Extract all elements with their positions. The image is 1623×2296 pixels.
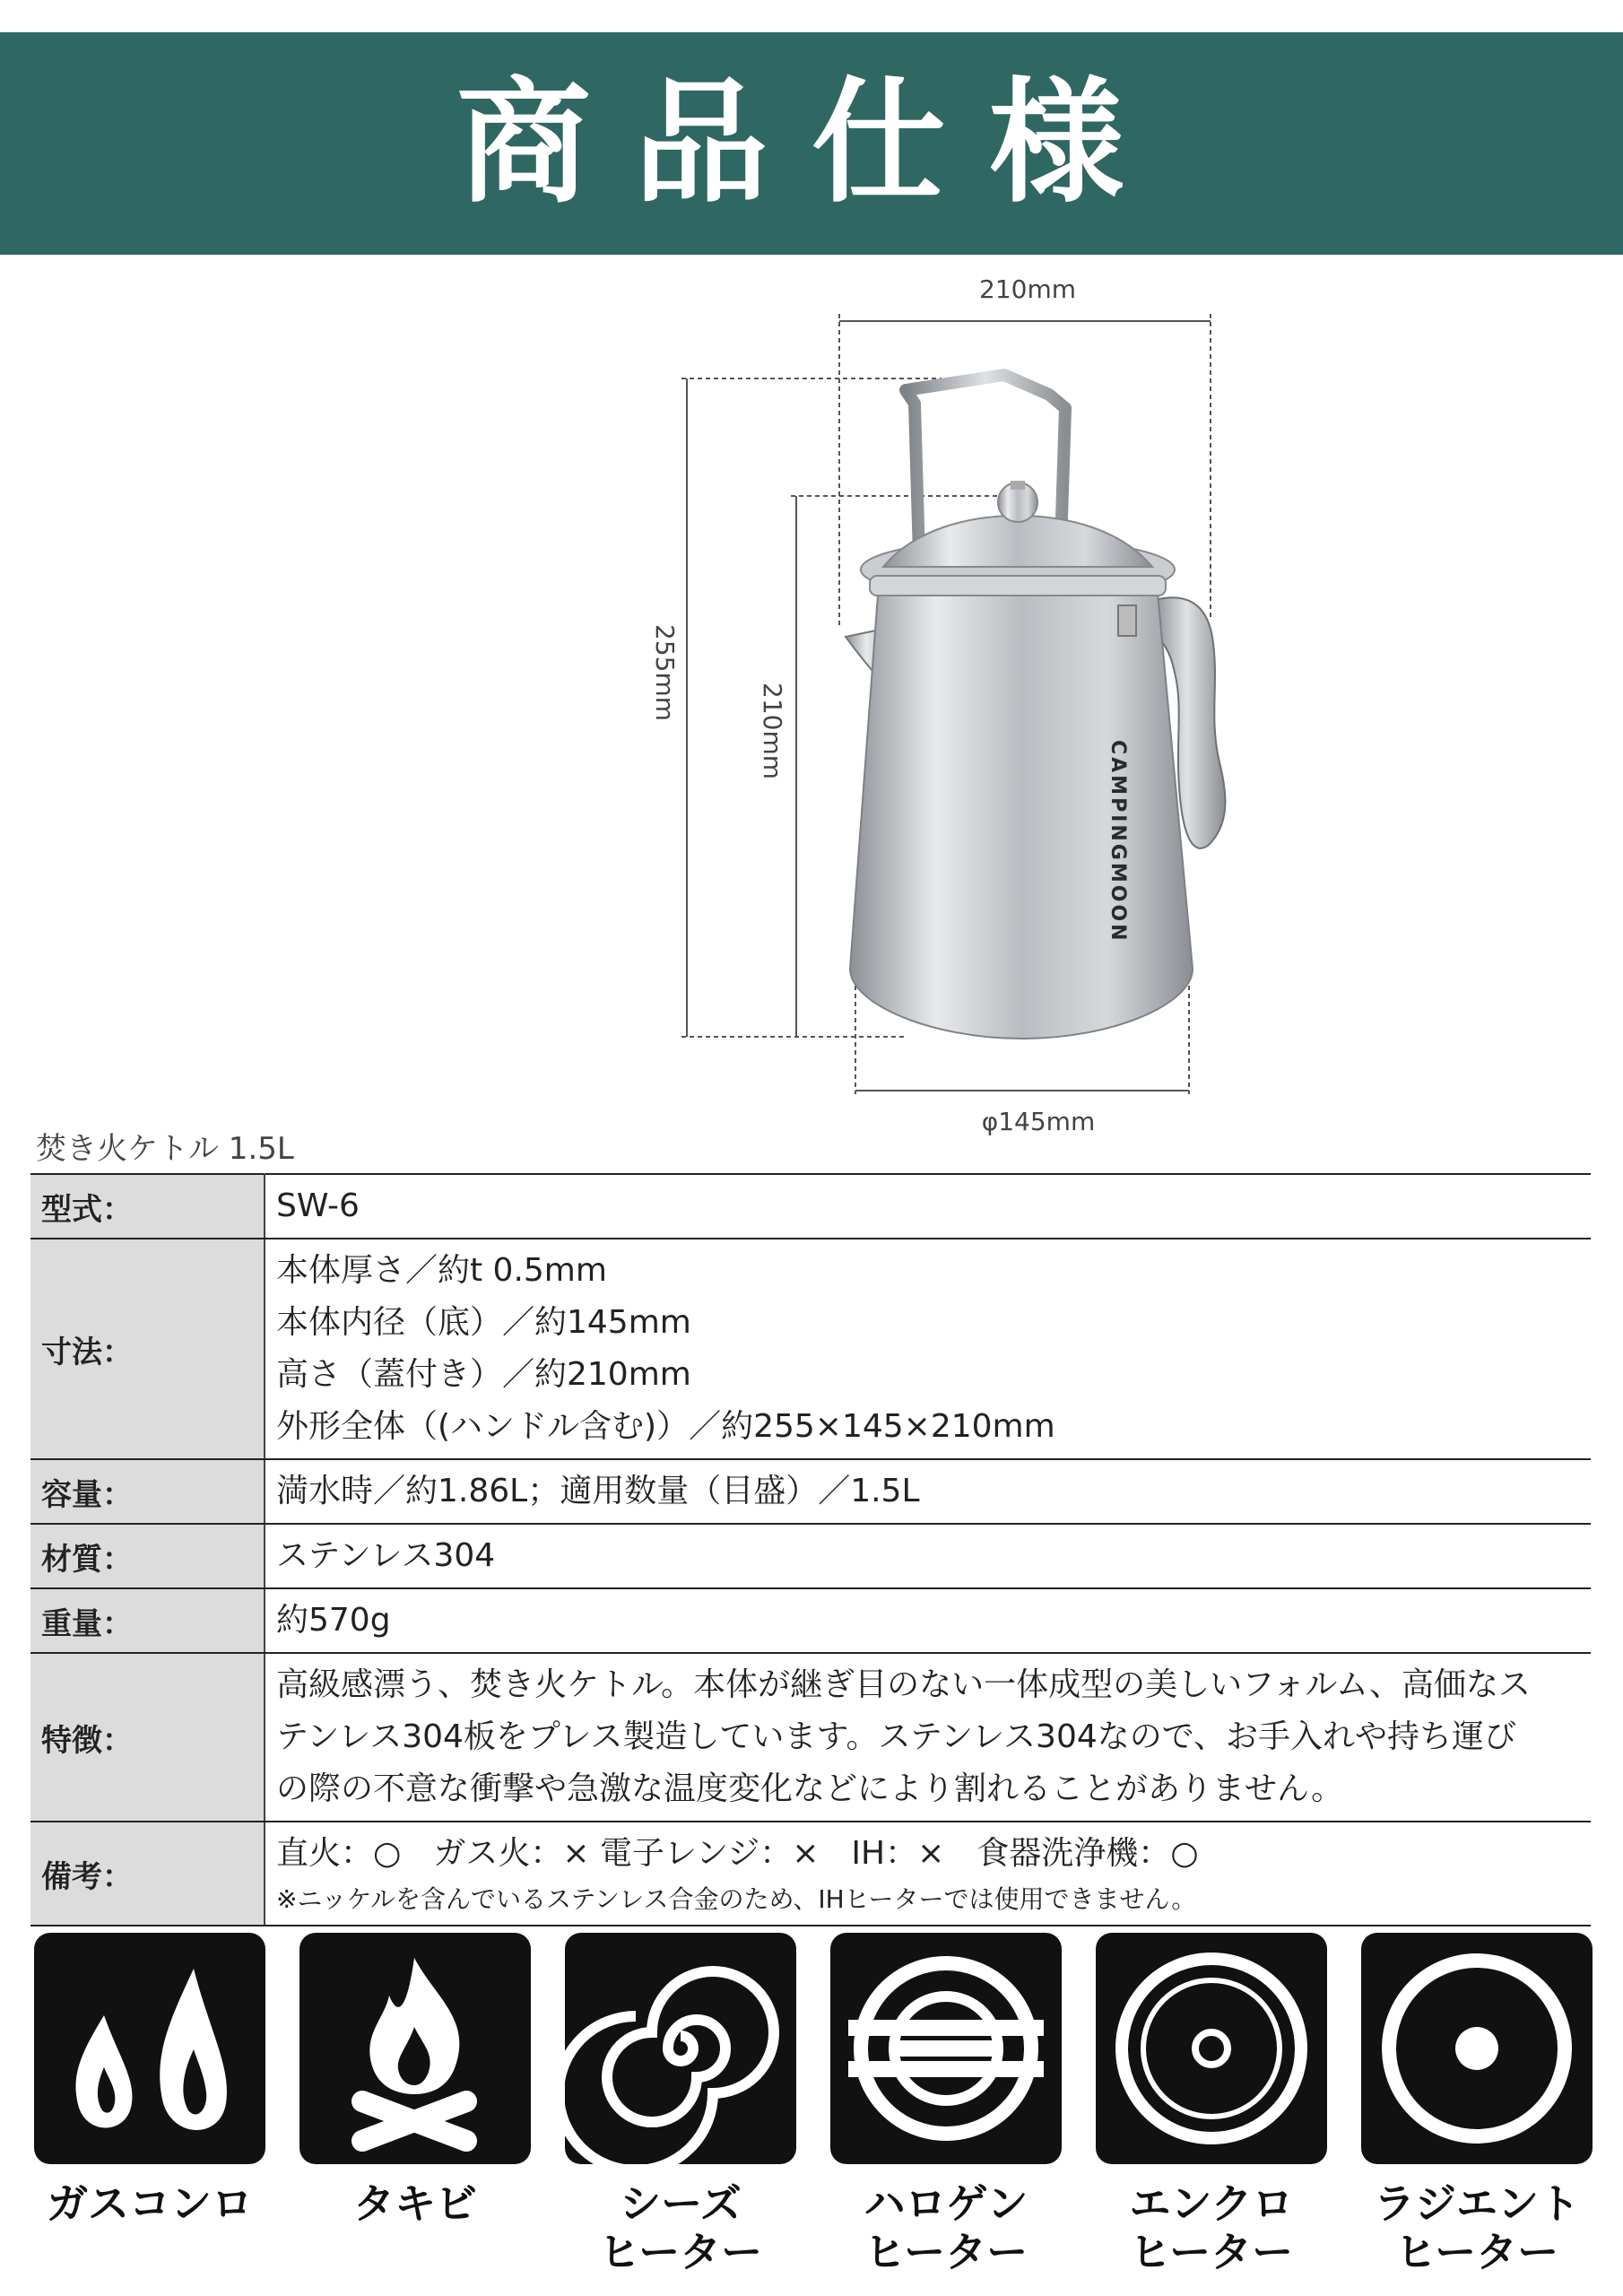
compatibility-icons	[34, 1933, 1594, 2296]
spec-value: 直火：○ ガス火：× 電子レンジ：× IH：× 食器洗浄機：○	[276, 1835, 1199, 1872]
spec-value: 満水時／約1.86L；適用数量（目盛）／1.5L	[276, 1473, 920, 1509]
sheathed-heater-icon	[565, 1933, 796, 2164]
spec-label: 寸法：	[30, 1239, 265, 1459]
halogen-heater-icon	[830, 1933, 1062, 2164]
spec-label: 容量：	[30, 1459, 265, 1524]
icon-label: タキビ	[353, 2179, 477, 2228]
icon-label: ガスコンロ	[47, 2179, 253, 2228]
spec-value: 約570g	[276, 1602, 391, 1639]
icon-label: ラジエント ヒーター	[1374, 2179, 1580, 2276]
dim-body-height: 210mm	[758, 683, 787, 779]
spec-value: 高級感漂う、焚き火ケトル。本体が継ぎ目のない一体成型の美しいフォルム、高価なス	[276, 1666, 1531, 1703]
spec-row-weight	[30, 1588, 1591, 1653]
spec-row-remarks	[30, 1822, 1591, 1926]
icon-label: エンクロ ヒーター	[1129, 2179, 1294, 2276]
spec-value: 高さ（蓋付き）／約210mm	[276, 1356, 691, 1393]
spec-label: 材質：	[30, 1524, 265, 1588]
page-title: 商品仕様	[456, 65, 1167, 222]
dim-total-height: 255mm	[650, 624, 680, 721]
spec-label: 重量：	[30, 1588, 265, 1653]
spec-value: SW-6	[276, 1187, 360, 1224]
spec-row-capacity	[30, 1459, 1591, 1524]
radiant-heater-icon	[1361, 1933, 1593, 2164]
spec-note: ※ニッケルを含んでいるステンレス合金のため、IHヒーターでは使用できません。	[276, 1884, 1197, 1914]
encro-heater-icon	[1096, 1933, 1327, 2164]
brand-text: CAMPINGMOON	[1107, 740, 1129, 944]
spec-row-features	[30, 1653, 1591, 1822]
spec-label: 型式：	[30, 1174, 265, 1239]
spec-row-model	[30, 1174, 1591, 1239]
campfire-icon	[299, 1933, 531, 2164]
spec-value: 外形全体（(ハンドル含む)）／約255×145×210mm	[276, 1408, 1055, 1445]
spec-value: 本体内径（底）／約145mm	[276, 1304, 691, 1341]
dim-bottom-diameter: φ145mm	[981, 1107, 1096, 1136]
spec-label: 特徴：	[30, 1653, 265, 1822]
spec-value: テンレス304板をプレス製造しています。ステンレス304なので、お手入れや持ち運び	[276, 1718, 1517, 1755]
spec-table	[30, 1173, 1591, 1926]
icon-label: シーズ ヒーター	[598, 2179, 763, 2276]
spec-label: 備考：	[30, 1822, 265, 1926]
dim-top-width: 210mm	[979, 274, 1076, 304]
spec-row-dimensions	[30, 1239, 1591, 1459]
spec-value: の際の不意な衝撃や急激な温度変化などにより割れることがありません。	[276, 1770, 1344, 1807]
spec-value: ステンレス304	[276, 1537, 496, 1574]
spec-row-material	[30, 1524, 1591, 1588]
kettle-figure	[610, 260, 1506, 1148]
product-name: 焚き火ケトル 1.5L	[36, 1131, 294, 1167]
gas-stove-icon	[34, 1933, 265, 2164]
spec-value: 本体厚さ／約t 0.5mm	[276, 1252, 607, 1289]
icon-label: ハロゲン ヒーター	[864, 2179, 1028, 2276]
